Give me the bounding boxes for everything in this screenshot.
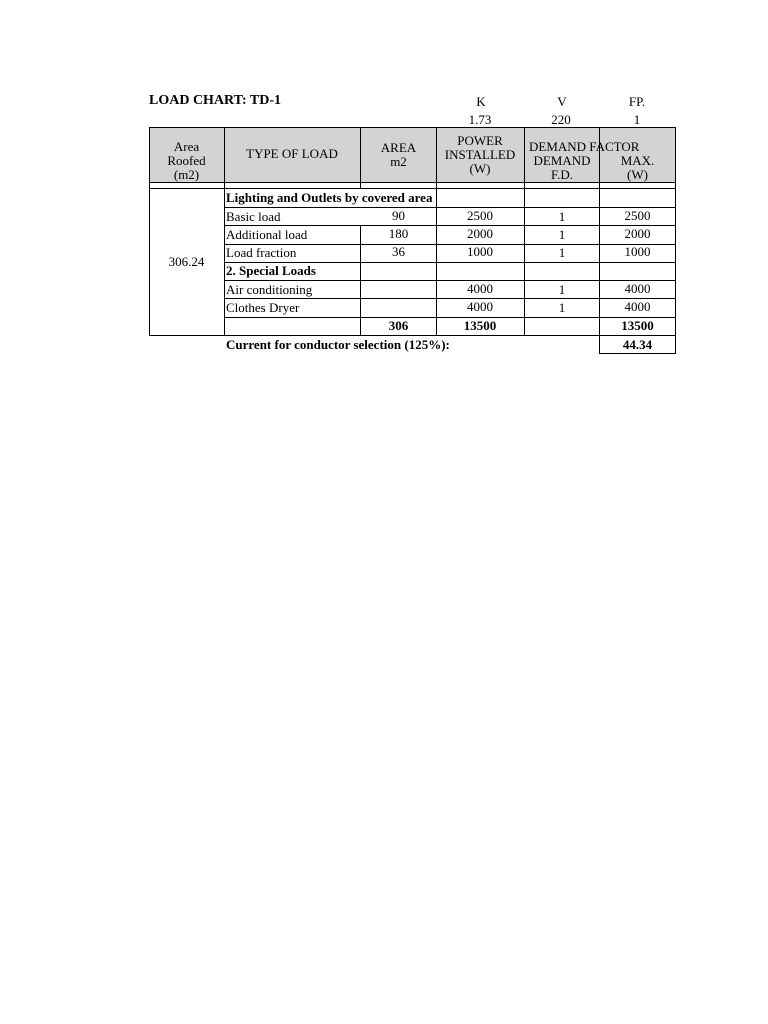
current-value: 44.34 bbox=[622, 337, 653, 352]
param-v-label: V bbox=[557, 94, 567, 109]
param-fp-label: FP. bbox=[628, 94, 646, 109]
page-title: LOAD CHART: TD-1 bbox=[149, 93, 281, 108]
table-row-type: Load fraction bbox=[226, 245, 297, 260]
table-row-max: 2500 bbox=[624, 208, 651, 223]
table-row-fd: 1 bbox=[558, 227, 566, 242]
param-v-value: 220 bbox=[551, 112, 571, 127]
header-area: AREA m2 bbox=[380, 140, 417, 169]
table-row-type: Basic load bbox=[226, 209, 281, 224]
table-row-area: 36 bbox=[392, 244, 405, 259]
param-k-value: 1.73 bbox=[468, 112, 492, 127]
table-row-max: 4000 bbox=[624, 299, 651, 314]
table-row-type: Air conditioning bbox=[226, 282, 313, 297]
table-row-fd: 1 bbox=[558, 209, 566, 224]
table-row-section-special: 2. Special Loads bbox=[226, 263, 316, 278]
table-row-section-lighting: Lighting and Outlets by covered area bbox=[226, 190, 433, 205]
header-demand: DEMAND F.D. bbox=[533, 153, 591, 182]
param-fp-value: 1 bbox=[633, 112, 641, 127]
table-row-area: 180 bbox=[388, 226, 409, 241]
table-row-power: 2000 bbox=[467, 226, 493, 241]
table-row-fd: 1 bbox=[558, 245, 566, 260]
total-power: 13500 bbox=[463, 318, 497, 333]
table-row-power: 1000 bbox=[467, 244, 493, 259]
table-row-power: 4000 bbox=[467, 299, 493, 314]
header-power-installed: POWER INSTALLED (W) bbox=[444, 133, 516, 176]
header-max: MAX. (W) bbox=[620, 153, 655, 182]
table-row-fd: 1 bbox=[558, 300, 566, 315]
table-row-type: Additional load bbox=[226, 227, 308, 242]
table-row-power: 4000 bbox=[467, 281, 493, 296]
table-row-max: 1000 bbox=[624, 244, 651, 259]
current-label: Current for conductor selection (125%): bbox=[226, 337, 450, 352]
header-type-of-load: TYPE OF LOAD bbox=[246, 146, 338, 161]
table-row-max: 2000 bbox=[624, 226, 651, 241]
table-row-fd: 1 bbox=[558, 282, 566, 297]
table-row-type: Clothes Dryer bbox=[226, 300, 300, 315]
table-row-area: 90 bbox=[392, 208, 405, 223]
header-demand-factor: DEMAND FACTOR bbox=[529, 139, 640, 154]
table-row-max: 4000 bbox=[624, 281, 651, 296]
total-area: 306 bbox=[388, 318, 409, 333]
table-row-power: 2500 bbox=[467, 208, 493, 223]
total-max: 13500 bbox=[621, 318, 654, 333]
header-area-roofed: Area Roofed (m2) bbox=[167, 139, 206, 182]
param-k-label: K bbox=[476, 94, 486, 109]
area-roofed-value: 306.24 bbox=[168, 254, 205, 269]
